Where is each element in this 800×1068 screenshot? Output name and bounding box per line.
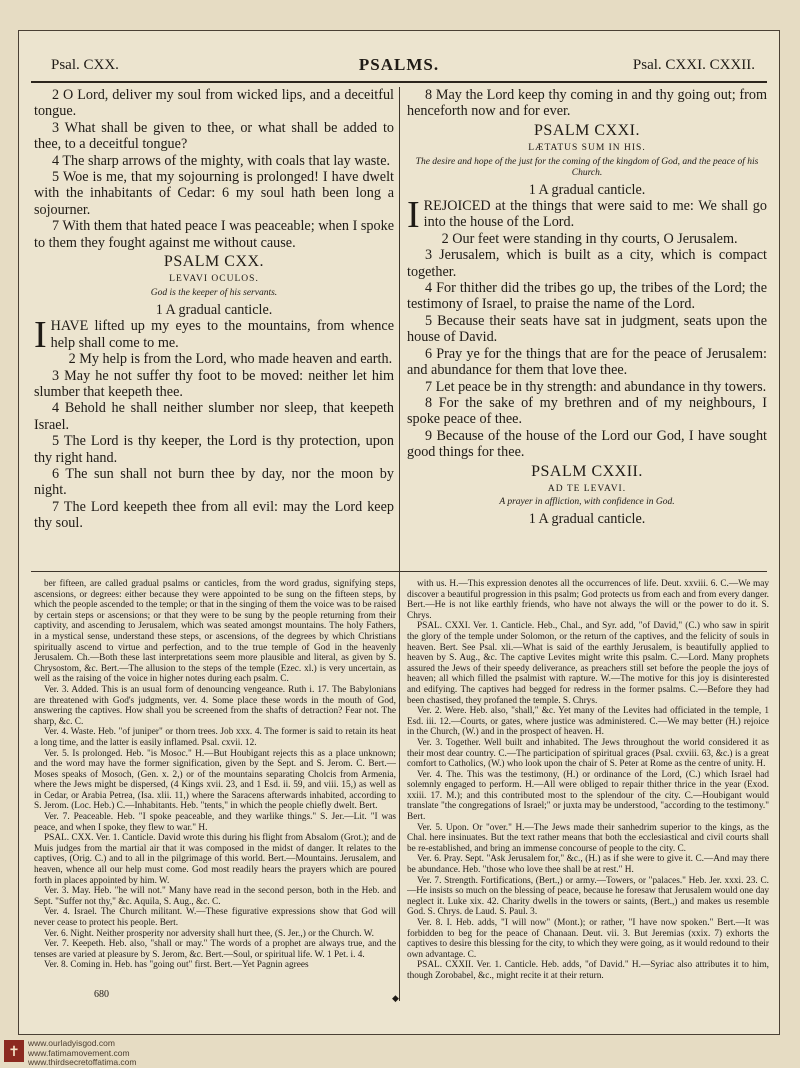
psalm-subtitle: A prayer in affliction, with confidence in God.	[499, 497, 675, 508]
commentary-note: ber fifteen, are called gradual psalms or canticles, from the word gradus, signifying steps, ascensions, or degrees: either because they were appointed to be sung on the fifteen steps, by which the people ascended to the temple; or that in the singing of them the voice was to be raised by certain steps or ascensions; or that they were to be sung by the people returning from their captivity, and ascending to Jerusalem, which was seated amongst mountains. The holy Fathers, in a mystical sense, understand these steps, or ascensions, of the degrees by which Christians spiritually ascend to virtue and perfection, and to the true temple of God in the heavenly Jerusalem. Ch.—Both these last interpretations seem more plausible and literal, as given by S. Chrysostom, &c. Bert.—The allusion to the steps of the temple (Ezec. xl.) is very uncertain, as well as the raising of the voice in higher notes during each psalm. C.	[34, 579, 396, 685]
left-text-column	[34, 87, 394, 557]
commentary-note: Ver. 3. Together. Well built and inhabited. The Jews throughout the world considered it as their most dear country. C.—The participation of spiritual graces (Psal. cxviii. 63, &c.) is a great comfort to Catholics, (W.) who look upon the chair of S. Peter at Rome as the centre of unity. H.	[407, 737, 769, 770]
psalm-title: PSALM CXX.	[163, 253, 265, 271]
column-divider	[399, 87, 400, 1001]
verse: 7 The Lord keepeth thee from all evil: may the Lord keep thy soul.	[34, 498, 394, 532]
commentary-note: PSAL. CXXI. Ver. 1. Canticle. Heb., Chal., and Syr. add, "of David," (C.) who saw in spirit the glory of the temple under Solomon, or the return of the captives, and the felicity of souls in heaven. Bert. See Psal. xli.—What is said of the earthly Jerusalem, is beautifully applied to heaven by S. Aug., &c. The captive Levites might write this psalm. C.—Lord. Many prophets assured the Jews of their speedy deliverance, as preachers still set before the people the joys of heaven; all which filled the psalmist with rapture. W.—The motive for this joy is disinterested and edifying. The captives had begged for redress in the former psalms. C.—Before they had been chastised, they profaned the temple. S. Chrys.	[407, 621, 769, 706]
footer	[0, 1036, 800, 1067]
verse: 3 Jerusalem, which is built as a city, which is compact together.	[407, 247, 767, 280]
verse: 2 Our feet were standing in thy courts, O Jerusalem.	[441, 230, 738, 247]
first-verse-text: REJOICED at the things that were said to me: We shall go into the house of the Lord.	[423, 198, 767, 231]
commentary-note: Ver. 3. Added. This is an usual form of denouncing vengeance. Ruth i. 17. The Babylonians are threatened with God's judgments, ver. 4. Some place these words in the mouth of God, answering the captives. How shall you be screened from the shafts of detraction? Fear not. The sharp, &c. C.	[34, 684, 396, 727]
verse: 4 For thither did the tribes go up, the tribes of the Lord; the testimony of Israel, to praise the name of the Lord.	[407, 280, 767, 313]
verse: 2 O Lord, deliver my soul from wicked lips, and a deceitful tongue.	[34, 87, 394, 120]
commentary-note: Ver. 6. Pray. Sept. "Ask Jerusalem for," &c., (H.) as if she were to give it. C.—And may there be abundance. Heb. "those who love thee shall be at rest." H.	[407, 854, 769, 876]
verse: 7 With them that hated peace I was peaceable; when I spoke to them they fought against me without cause.	[34, 218, 394, 251]
cross-logo-icon: ✝	[4, 1040, 24, 1062]
verse: 5 The Lord is thy keeper, the Lord is thy protection, upon thy right hand.	[34, 433, 394, 466]
verse: 5 Woe is me, that my sojourning is prolonged! I have dwelt with the inhabitants of Cedar: 6 my soul hath been long a sojourner.	[34, 169, 394, 218]
left-top-verses	[34, 87, 394, 251]
commentary-note: PSAL. CXX. Ver. 1. Canticle. David wrote this during his flight from Absalom (Grot.); and de Muis judges from the martial air that it was composed in the midst of danger. It relates to the captives, (Orig. C.) and to all in the pilgrimage of this world. Bert.—Mountains. Jerusalem, and heaven, whence all our help must come. God most readily hears the prayers which are poured forth in places appointed by him. W.	[34, 833, 396, 886]
commentary-note: Ver. 2. Were. Heb. also, "shall," &c. Yet many of the Levites had officiated in the temple, 1 Esd. iii. 12.—Courts, or gates, where justice was administered. C.—We may better (H.) rejoice in the Church, (W.) and in the prospect of heaven. H.	[407, 706, 769, 738]
commentary-note: Ver. 7. Keepeth. Heb. also, "shall or may." The words of a prophet are always true, and the tenses are varied at pleasure by S. Jerom, &c. Bert.—Soul, or spiritual life. W. 1 Pet. i. 4.	[34, 939, 396, 960]
commentary-note: Ver. 6. Night. Neither prosperity nor adversity shall hurt thee, (S. Jer.,) or the Church. W.	[44, 928, 374, 939]
commentary-note: Ver. 7. Strength. Fortifications, (Bert.,) or army.—Towers, or "palaces." Heb. Jer. xxxi. 23. C.—He insists so much on the blessing of peace, because he foresaw that Jerusalem would one day neglect it. Luke xix. 42. Charity dwells in the towers or saints, (Bert.,) and makes us resemble God. S. Chrys. de Laud. S. Paul. 3.	[407, 875, 769, 918]
first-verse	[407, 194, 767, 237]
verse: 6 The sun shall not burn thee by day, nor the moon by night.	[34, 465, 394, 499]
psalm-subtitle: The desire and hope of the just for the coming of the kingdom of God, and the peace of his Church.	[415, 156, 759, 178]
verse: 4 Behold he shall neither slumber nor sleep, that keepeth Israel.	[34, 400, 394, 433]
psalm-latin-title: LEVAVI OCULOS.	[169, 274, 259, 285]
footer-link[interactable]: www.thirdsecretoffatima.com	[28, 1057, 137, 1067]
verse: 8 May the Lord keep thy coming in and thy going out; from henceforth now and for ever.	[407, 87, 767, 120]
first-verse-text: HAVE lifted up my eyes to the mountains, from whence help shall come to me.	[50, 318, 394, 351]
commentary-note: Ver. 4. Israel. The Church militant. W.—These figurative expressions show that God will never cease to protect his people. Bert.	[34, 907, 396, 928]
psalm-latin-title: LÆTATUS SUM IN HIS.	[528, 143, 646, 154]
verse: 6 Pray ye for the things that are for the peace of Jerusalem: and abundance for them that love thee.	[407, 345, 767, 379]
running-head-right: Psal. CXXI. CXXII.	[632, 57, 755, 73]
commentary-note: Ver. 5. Is prolonged. Heb. "is Mosoc." H.—But Houbigant rejects this as a place unknown; and the word may have the former signification, given by the Sept. and S. Jerom. C. Bert.—Moses speaks of Mosoch, (Gen. x. 2,) or of the mountains separating Cholcis from Armenia, where the Jews might be dispersed, (4 Kings xvii. 23, and 1 Esd. ii. 59, and viii. 15,) as well as in Cedar, or Arabia Petrea, (Isa. xlii. 11,) where the Saracens afterwards inhabited, according to S. Jerom. (Loc. Heb.) C.—Inhabitants. Heb. "tents," in which the people chiefly dwelt. Bert.	[34, 748, 396, 812]
notes-divider	[31, 571, 767, 572]
running-head-left: Psal. CXX.	[51, 57, 119, 73]
page-header	[31, 47, 767, 83]
psalm-subtitle: God is the keeper of his servants.	[150, 287, 278, 298]
footer-links	[28, 1039, 137, 1068]
commentary-note: Ver. 3. May. Heb. "he will not." Many have read in the second person, both in the Heb. and Sept. "Suffer not thy," &c. Aquila, S. Aug., &c. C.	[34, 886, 396, 907]
page-number: 680	[94, 989, 109, 1000]
footer-link[interactable]: www.fatimamovement.com	[28, 1047, 130, 1058]
running-head-title: PSALMS.	[358, 55, 440, 74]
commentary-note: Ver. 8. Coming in. Heb. has "going out" first. Bert.—Yet Pagnin agrees	[44, 960, 309, 971]
ornament-icon: ◆	[392, 994, 399, 1004]
psalm-title: PSALM CXXI.	[534, 121, 640, 139]
drop-cap: I	[407, 194, 420, 237]
page	[18, 30, 780, 1035]
psalm-latin-title: AD TE LEVAVI.	[547, 483, 627, 494]
psalm-canticle: 1 A gradual canticle.	[155, 301, 273, 318]
psalm-canticle: 1 A gradual canticle.	[528, 511, 646, 528]
right-verses	[407, 231, 767, 461]
commentary-right	[407, 579, 769, 999]
psalm-canticle: 1 A gradual canticle.	[528, 181, 646, 198]
commentary-note: with us. H.—This expression denotes all the occurrences of life. Deut. xxviii. 6. C.—We may discover a beautiful progression in this psalm; God protects us from each and from every danger. Bert.—He is not like earthly friends, who have not always the will or the power to do it. S. Chrys.	[407, 579, 769, 621]
first-verse	[34, 314, 394, 357]
verse: 3 What shall be given to thee, or what shall be added to thee, to a deceitful tongue?	[34, 119, 394, 153]
psalm-title: PSALM CXXII.	[531, 462, 643, 480]
verse: 3 May he not suffer thy foot to be moved: neither let him slumber that keepeth thee.	[34, 367, 394, 400]
commentary-note: Ver. 4. The. This was the testimony, (H.) or ordinance of the Lord, (C.) which Israel had solemnly engaged to perform. H.—All were obliged to repair thither thrice in the year (Exod. xxiii. 17. M.); and this contributed most to the splendour of the city. C.—Houbigant would translate "the congregations of Israel;" or juxta may be understood, "according to the testimony." Bert.	[407, 769, 769, 823]
commentary-left	[34, 579, 396, 999]
verse: 4 The sharp arrows of the mighty, with coals that lay waste.	[52, 152, 391, 169]
verse: 5 Because their seats have sat in judgment, seats upon the house of David.	[407, 312, 767, 346]
drop-cap: I	[34, 314, 47, 357]
commentary-note: Ver. 5. Upon. Or "over." H.—The Jews made their sanhedrim superior to the kings, as the Chal. here insinuates. But the text rather means that both the ecclesiastical and civil courts shall be re-established, and bring an immense concourse of people to the city. C.	[407, 822, 769, 854]
verse: 2 My help is from the Lord, who made heaven and earth.	[68, 351, 393, 368]
verse: 9 Because of the house of the Lord our God, I have sought good things for thee.	[407, 427, 767, 461]
verse: 8 For the sake of my brethren and of my neighbours, I spoke peace of thee.	[407, 394, 767, 428]
verse: 7 Let peace be in thy strength: and abundance in thy towers.	[425, 378, 767, 395]
commentary-note: Ver. 7. Peaceable. Heb. "I spoke peaceable, and they warlike things." S. Jer.—Lit. "I was peace, and when I spoke, they flew to war." H.	[34, 812, 396, 833]
commentary-note: Ver. 8. I. Heb. adds, "I will now" (Mont.); or rather, "I have now spoken." Bert.—It was forbidden to beg for the peace of Chanaan. Deut. vii. 3. But Jeremias (xxix. 7) exhorts the captives to desire this blessing for the city, to which they were going, as it would redound to their own advantage. C.	[407, 918, 769, 960]
footer-link[interactable]: www.ourladyisgod.com	[28, 1038, 115, 1048]
commentary-note: Ver. 4. Waste. Heb. "of juniper" or thorn trees. Job xxx. 4. The former is said to retain its heat a long time, and the latter is easily inflamed. Psal. cxvii. 12.	[34, 727, 396, 748]
right-text-column	[407, 87, 767, 557]
left-verses	[34, 351, 394, 531]
commentary-note: PSAL. CXXII. Ver. 1. Canticle. Heb. adds, "of David." H.—Syriac also attributes it to him, though Zorobabel, &c., might recite it at their return.	[407, 960, 769, 981]
